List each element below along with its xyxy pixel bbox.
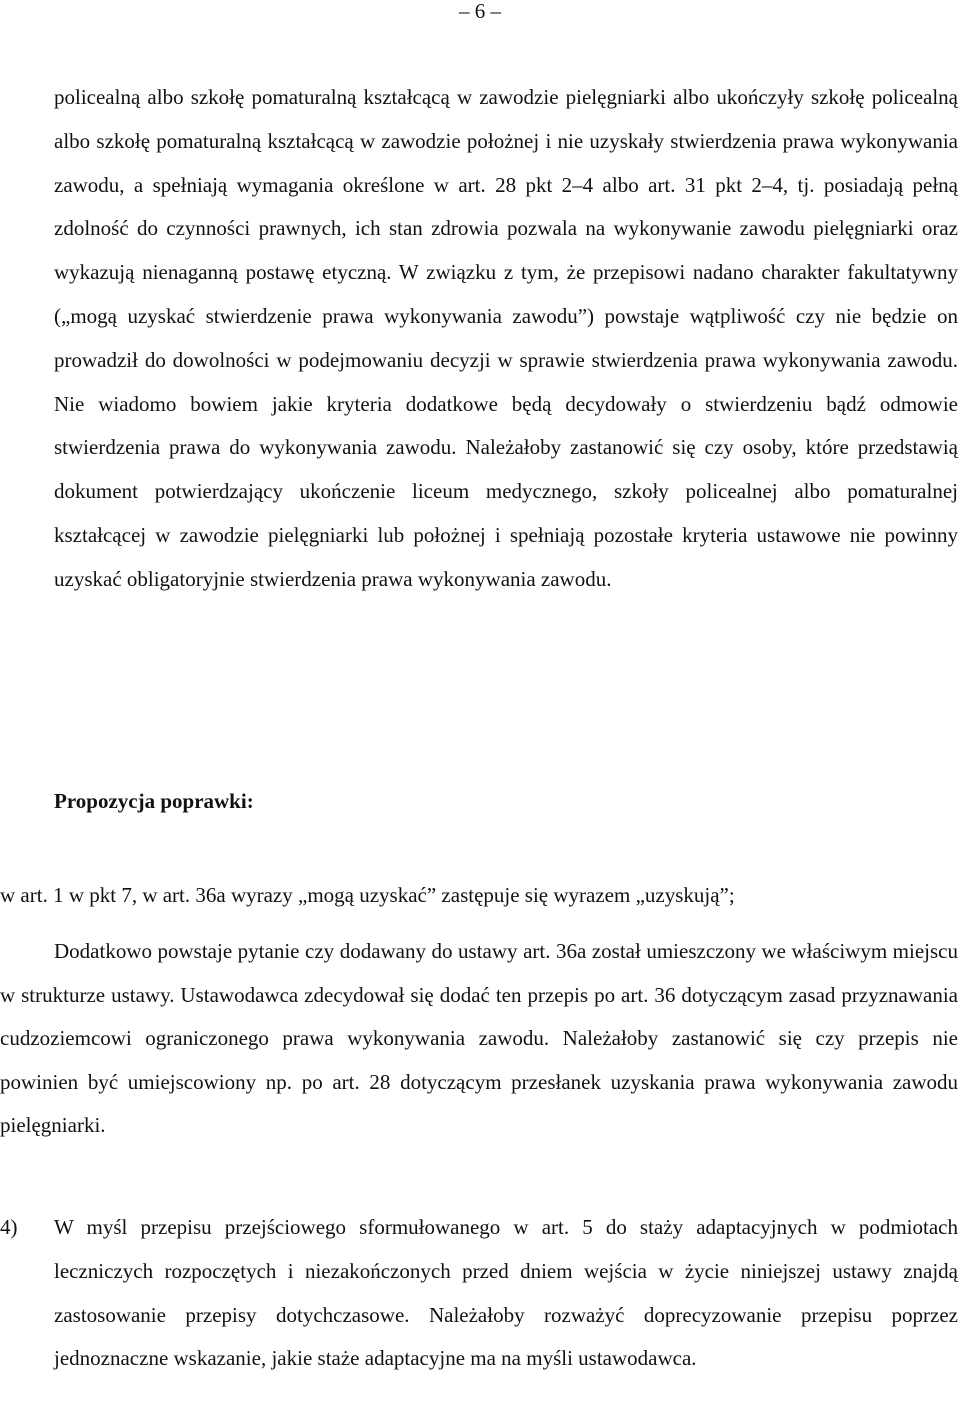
amendment-text: w art. 1 w pkt 7, w art. 36a wyrazy „mogą uzyskać” zastępuje się wyrazem „uzyskują”; — [0, 883, 735, 907]
page-number: – 6 – — [459, 0, 501, 23]
amendment-heading: Propozycja poprawki: — [54, 789, 254, 813]
paragraph-continuation: policealną albo szkołę pomaturalną kształcącą w zawodzie pielęgniarki albo ukończyły szkołę policealną albo szkołę pomaturalną kształcącą w zawodzie położnej i nie uzyskały stwierdzenia prawa wykonywania zawodu, a spełniają wymagania określone w art. 28 pkt 2–4 albo art. 31 pkt 2–4, tj. posiadają pełną zdolność do czynności prawnych, ich stan zdrowia pozwala na wykonywanie zawodu pielęgniarki oraz wykazują nienaganną postawę etyczną. W związku z tym, że przepisowi nadano charakter fakultatywny („mogą uzyskać stwierdzenie prawa wykonywania zawodu”) powstaje wątpliwość czy nie będzie on prowadził do dowolności w podejmowaniu decyzji w sprawie stwierdzenia prawa wykonywania zawodu. Nie wiadomo bowiem jakie kryteria dodatkowe będą decydowały o stwierdzeniu bądź odmowie stwierdzenia prawa do wykonywania zawodu. Należałoby zastanowić się czy osoby, które przedstawią dokument potwierdzający ukończenie liceum medycznego, szkoły policealnej albo pomaturalnej kształcącej w zawodzie pielęgniarki lub położnej i spełniają pozostałe kryteria ustawowe nie powinny uzyskać obligatoryjnie stwierdzenia prawa wykonywania zawodu. — [54, 85, 958, 591]
list-item-number: 4) — [0, 1215, 18, 1239]
paragraph-placement: Dodatkowo powstaje pytanie czy dodawany do ustawy art. 36a został umieszczony we właściwym miejscu w strukturze ustawy. Ustawodawca zdecydował się dodać ten przepis po art. 36 dotyczącym zasad przyznawania cudzoziemcowi ograniczonego prawa wykonywania zawodu. Należałoby zastanowić się czy przepis nie powinien być umiejscowiony np. po art. 28 dotyczącym przesłanek uzyskania prawa wykonywania zawodu pielęgniarki. — [0, 939, 958, 1138]
list-item-4 — [0, 1206, 958, 1381]
list-item-text: W myśl przepisu przejściowego sformułowanego w art. 5 do staży adaptacyjnych w podmiotach leczniczych rozpoczętych i niezakończonych przed dniem wejścia w życie niniejszej ustawy znajdą zastosowanie przepisy dotychczasowe. Należałoby rozważyć doprecyzowanie przepisu poprzez jednoznaczne wskazanie, jakie staże adaptacyjne ma na myśli ustawodawca. — [54, 1215, 958, 1371]
